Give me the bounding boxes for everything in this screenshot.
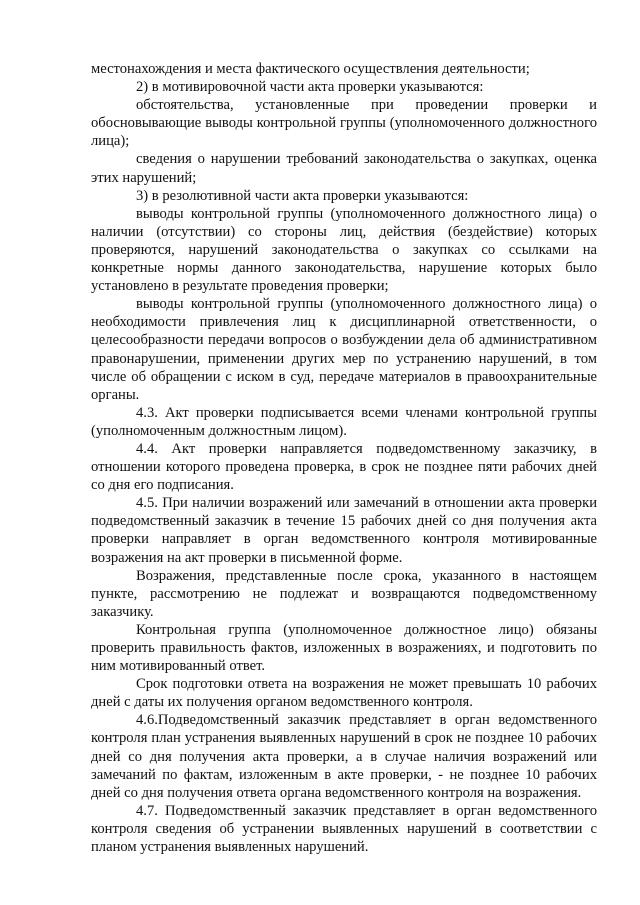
paragraph: 4.6.Подведомственный заказчик представляет в орган ведомственного контроля план устранения выявленных нарушений в срок не позднее 10 рабочих дней со дня получения акта проверки, а в случае наличия возражений или замечаний по фактам, изложенным в акте проверки, - не позднее 10 рабочих дней со дня получения ответа органа ведомственного контроля на возражения. xyxy=(91,712,597,801)
document-body xyxy=(91,60,597,856)
paragraph: обстоятельства, установленные при проведении проверки и обосновывающие выводы контрольной группы (уполномоченного должностного лица); xyxy=(91,97,597,150)
paragraph: сведения о нарушении требований законодательства о закупках, оценка этих нарушений; xyxy=(91,151,597,186)
paragraph: выводы контрольной группы (уполномоченного должностного лица) о необходимости привлечения лиц к дисциплинарной ответственности, о целесообразности передачи вопросов о возбуждении дела об административном правонарушении, применении других мер по устранению нарушений, в том числе об обращении с иском в суд, передаче материалов в правоохранительные органы. xyxy=(91,296,597,403)
paragraph: 4.5. При наличии возражений или замечаний в отношении акта проверки подведомственный заказчик в течение 15 рабочих дней со дня получения акта проверки направляет в орган ведомственного контроля мотивированные возражения на акт проверки в письменной форме. xyxy=(91,495,597,566)
paragraph: выводы контрольной группы (уполномоченного должностного лица) о наличии (отсутствии) со стороны лиц, действия (бездействие) которых проверяются, нарушений законодательства о закупках со ссылками на конкретные нормы данного законодательства, нарушение которых было установлено в результате проведения проверки; xyxy=(91,205,597,295)
paragraph: Возражения, представленные после срока, указанного в настоящем пункте, рассмотрению не подлежат и возвращаются подведомственному заказчику. xyxy=(91,567,597,620)
paragraph: 4.4. Акт проверки направляется подведомственному заказчику, в отношении которого проведена проверка, в срок не позднее пяти рабочих дней со дня его подписания. xyxy=(91,440,597,494)
paragraph: 4.7. Подведомственный заказчик представляет в орган ведомственного контроля сведения об устранении выявленных нарушений в соответствии с планом устранения выявленных нарушений. xyxy=(91,802,597,856)
paragraph: местонахождения и места фактического осуществления деятельности; xyxy=(91,61,530,77)
paragraph: Срок подготовки ответа на возражения не может превышать 10 рабочих дней с даты их получения органом ведомственного контроля. xyxy=(91,676,597,711)
paragraph: 3) в резолютивной части акта проверки указываются: xyxy=(136,187,469,204)
paragraph: 4.3. Акт проверки подписывается всеми членами контрольной группы (уполномоченным должностным лицом). xyxy=(91,404,597,439)
paragraph: Контрольная группа (уполномоченное должностное лицо) обязаны проверить правильность фактов, изложенных в возражениях, и подготовить по ним мотивированный ответ. xyxy=(91,621,597,675)
paragraph: 2) в мотивировочной части акта проверки указываются: xyxy=(136,79,484,96)
